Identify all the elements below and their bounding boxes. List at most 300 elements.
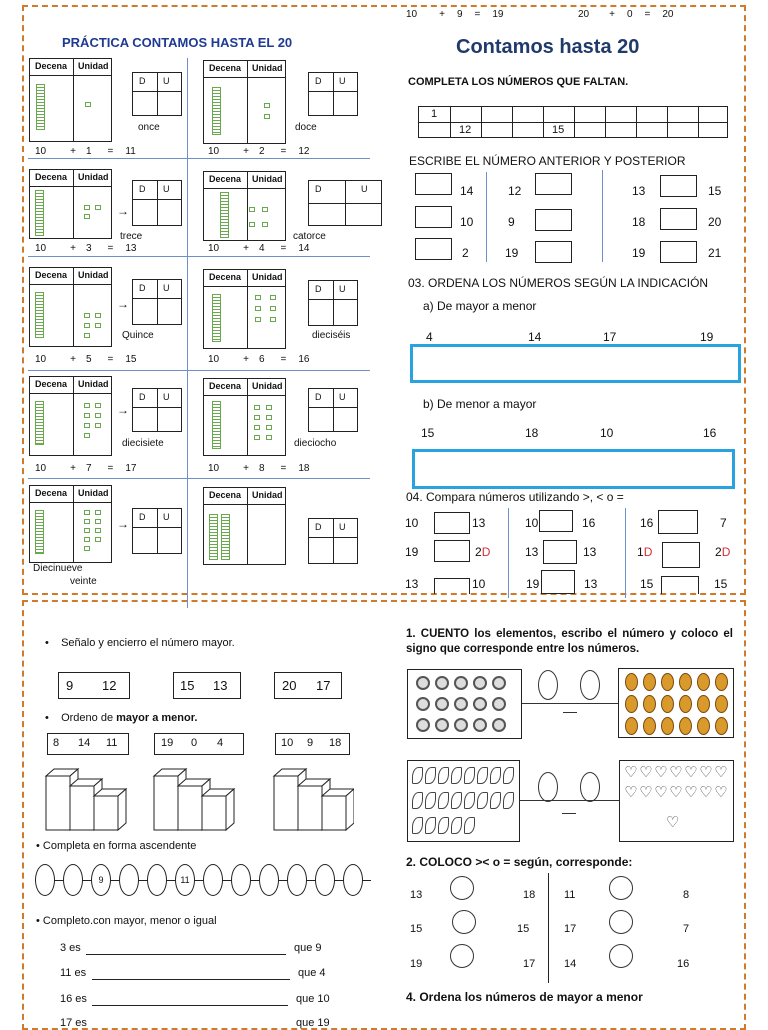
bullet-3: • Completa en forma ascendente [36, 840, 197, 852]
compare-box[interactable] [662, 542, 700, 568]
ap-number: 21 [708, 246, 722, 260]
answer-area-asc[interactable] [412, 449, 735, 489]
heart-icon: ♡ [669, 784, 683, 801]
button-icon [492, 718, 506, 732]
unit-cube [95, 323, 101, 328]
unit-cube [95, 205, 101, 210]
pair-number: 15 [180, 678, 195, 693]
button-icon [416, 676, 430, 690]
leaf-icon [412, 792, 423, 809]
compare-number: 11 [564, 889, 576, 901]
unit-cube [84, 313, 90, 318]
heart-icon: ♡ [654, 784, 668, 801]
bead[interactable] [63, 864, 83, 896]
cmp-number: 15 [640, 577, 654, 591]
compare-box[interactable] [658, 510, 698, 534]
compare-box[interactable] [434, 512, 470, 534]
place-value-table: Decena Unidad [29, 485, 112, 563]
order-number: 18 [525, 426, 539, 440]
unit-cube [84, 528, 90, 533]
leaf-icon [490, 767, 501, 784]
leaves-image-box [407, 760, 520, 842]
heart-icon: ♡ [699, 764, 713, 781]
sum-seventeen: 10 + 7 = 17 [35, 463, 137, 474]
bead[interactable] [259, 864, 279, 896]
ten-rod [35, 190, 44, 236]
unit-cube [266, 425, 272, 430]
leaf-icon [438, 792, 449, 809]
place-value-table: Decena Unidad [203, 60, 286, 144]
order-number: 15 [421, 426, 435, 440]
d-u-box[interactable]: D U [132, 279, 182, 325]
heart-icon: ♡ [714, 784, 728, 801]
cmp-number-2d: 2D [715, 545, 731, 559]
egg-icon [625, 695, 638, 713]
answer-circle[interactable] [609, 944, 633, 968]
compare-number: 8 [683, 889, 690, 901]
answer-circle[interactable] [452, 910, 476, 934]
sum-thirteen: 10 + 3 = 13 [35, 243, 137, 254]
bullet-1: • Señalo y encierro el número mayor. [45, 637, 235, 649]
egg-icon [643, 717, 656, 735]
heart-icon: ♡ [639, 784, 653, 801]
bars-drawing [44, 766, 354, 832]
cmp-number: 10 [472, 577, 486, 591]
sign-blank[interactable] [562, 813, 576, 814]
compare-number: 17 [523, 958, 536, 970]
place-value-table: Decena Unidad [203, 487, 286, 565]
answer-box[interactable] [660, 241, 697, 263]
button-icon [454, 718, 468, 732]
unit-cube [84, 423, 90, 428]
leaf-icon [464, 817, 475, 834]
triple-number: 9 [307, 737, 314, 749]
leaf-icon [425, 767, 436, 784]
leaf-icon [451, 792, 462, 809]
fill-line: 11 es [60, 967, 87, 979]
row-divider [28, 256, 370, 257]
answer-box[interactable] [415, 173, 452, 195]
compare-box[interactable] [543, 540, 577, 564]
bead[interactable] [287, 864, 307, 896]
cmp-number: 13 [472, 516, 486, 530]
unit-cube [264, 114, 270, 119]
triple-number: 14 [78, 737, 91, 749]
place-value-table: Decena Unidad [29, 376, 112, 456]
unit-cube [84, 433, 90, 438]
fill-line-end: que 9 [294, 942, 322, 954]
unit-cube [266, 405, 272, 410]
d-u-box[interactable]: D U [308, 388, 358, 432]
heart-icon: ♡ [666, 814, 680, 831]
answer-line[interactable] [86, 954, 286, 955]
bead[interactable] [203, 864, 223, 896]
column-divider [486, 172, 487, 262]
cmp-number: 13 [405, 577, 419, 591]
order-number: 14 [528, 330, 542, 344]
compare-number: 7 [683, 923, 690, 935]
compare-instruction: 2. COLOCO >< o = según, corresponde: [406, 855, 633, 869]
d-u-box[interactable]: D U [132, 388, 182, 432]
bead[interactable] [119, 864, 139, 896]
unit-cube [95, 423, 101, 428]
ten-rod [212, 87, 221, 135]
top-worksheet-frame [22, 5, 746, 595]
answer-circle[interactable] [609, 910, 633, 934]
number-name: dieciocho [294, 438, 337, 449]
ten-rod [212, 401, 221, 449]
ap-number: 10 [460, 215, 474, 229]
row-divider [28, 158, 370, 159]
unit-cube [254, 425, 260, 430]
answer-circle[interactable] [609, 876, 633, 900]
practice-title: PRÁCTICA CONTAMOS HASTA EL 20 [62, 35, 293, 50]
egg-icon [661, 673, 674, 691]
button-icon [492, 676, 506, 690]
answer-circle[interactable] [538, 772, 558, 802]
answer-box[interactable] [415, 206, 452, 228]
number-name: diecisiete [122, 438, 164, 449]
heart-icon: ♡ [639, 764, 653, 781]
heart-icon: ♡ [699, 784, 713, 801]
bar-group [274, 769, 354, 830]
d-u-box[interactable]: D U [308, 280, 358, 326]
sum-fifteen: 10 + 5 = 15 [35, 354, 137, 365]
egg-icon [697, 673, 710, 691]
d-u-box[interactable]: D U [132, 180, 182, 226]
order-instruction: 4. Ordena los números de mayor a menor [406, 990, 643, 1004]
ten-rod [220, 192, 229, 238]
answer-box[interactable] [660, 175, 697, 197]
unit-cube [266, 435, 272, 440]
leaf-icon [477, 767, 488, 784]
cmp-number: 16 [582, 516, 596, 530]
compare-number: 14 [564, 958, 577, 970]
answer-line[interactable] [92, 979, 290, 980]
unit-cube [249, 207, 255, 212]
order-number: 17 [603, 330, 617, 344]
unit-cube [95, 510, 101, 515]
ap-number: 15 [708, 184, 722, 198]
ap-number: 12 [508, 184, 522, 198]
button-icon [492, 697, 506, 711]
egg-icon [697, 695, 710, 713]
arrow-icon: → [117, 204, 129, 218]
row-divider [28, 478, 370, 479]
pair-number: 9 [66, 678, 74, 693]
sum-twelve: 10 + 2 = 12 [208, 146, 310, 157]
unit-cube [95, 313, 101, 318]
egg-icon [715, 717, 728, 735]
leaf-icon [477, 792, 488, 809]
connector-line [522, 703, 618, 704]
d-u-box[interactable]: D U [308, 72, 358, 116]
bead[interactable] [35, 864, 55, 896]
eggs-image-box [618, 668, 734, 738]
heart-icon: ♡ [624, 764, 638, 781]
answer-box[interactable] [415, 238, 452, 260]
leaf-icon [438, 817, 449, 834]
connector-line [520, 800, 619, 801]
unit-cube [84, 510, 90, 515]
compare-number: 18 [523, 889, 536, 901]
number-name: trece [120, 231, 143, 242]
column-divider [548, 873, 549, 983]
fill-line: 3 es [60, 942, 81, 954]
pair-number: 17 [316, 678, 331, 693]
number-name: dieciséis [312, 330, 351, 341]
ap-number: 19 [505, 246, 519, 260]
unit-cube [95, 537, 101, 542]
place-value-table: Decena Unidad [203, 378, 286, 456]
compare-number: 13 [410, 889, 423, 901]
fill-line: 16 es [60, 993, 87, 1005]
bead[interactable] [231, 864, 251, 896]
answer-box[interactable] [660, 208, 697, 230]
ap-number: 9 [508, 215, 515, 229]
unit-cube [262, 207, 268, 212]
cmp-number: 16 [640, 516, 654, 530]
ten-rod [35, 510, 44, 554]
d-u-box[interactable]: D U [132, 72, 182, 116]
egg-icon [715, 695, 728, 713]
unit-cube [84, 333, 90, 338]
column-divider [187, 58, 188, 608]
answer-area-desc[interactable] [410, 344, 741, 383]
bar-group [154, 769, 234, 830]
place-value-table: Decena Unidad [203, 269, 286, 349]
button-icon [473, 676, 487, 690]
fill-line-end: que 4 [298, 967, 326, 979]
bead[interactable]: 9 [91, 864, 111, 896]
egg-icon [643, 673, 656, 691]
question-2: ESCRIBE EL NÚMERO ANTERIOR Y POSTERIOR [409, 154, 686, 168]
arrow-icon: → [117, 403, 129, 417]
cmp-number: 10 [525, 516, 539, 530]
question-3a: a) De mayor a menor [423, 299, 537, 313]
leaf-icon [425, 792, 436, 809]
fill-line: 17 es [60, 1017, 87, 1029]
bullet-4: • Completo.con mayor, menor o igual [36, 915, 217, 927]
triple-number: 4 [217, 737, 224, 749]
cmp-number: 13 [583, 545, 597, 559]
cmp-number: 19 [405, 545, 419, 559]
egg-icon [679, 695, 692, 713]
bead[interactable] [343, 864, 363, 896]
unit-cube [255, 317, 261, 322]
ten-rod [36, 84, 45, 130]
ten-rod [212, 294, 221, 342]
button-icon [454, 697, 468, 711]
egg-icon [697, 717, 710, 735]
triple-number: 8 [53, 737, 60, 749]
answer-box[interactable] [535, 241, 572, 263]
hearts-image-box [619, 760, 734, 842]
unit-cube [254, 415, 260, 420]
unit-cube [95, 403, 101, 408]
cmp-number: 7 [720, 516, 727, 530]
egg-icon [661, 695, 674, 713]
unit-cube [254, 435, 260, 440]
egg-icon [625, 717, 638, 735]
unit-cube [270, 295, 276, 300]
cmp-number: 19 [526, 577, 540, 591]
leaf-icon [451, 817, 462, 834]
sum-fourteen: 10 + 4 = 14 [208, 243, 310, 254]
sum-eighteen: 10 + 8 = 18 [208, 463, 310, 474]
d-u-box[interactable]: D U [308, 180, 382, 226]
question-4: 04. Compara números utilizando >, < o = [406, 490, 624, 504]
button-icon [435, 697, 449, 711]
button-icon [435, 676, 449, 690]
unit-cube [95, 413, 101, 418]
compare-number: 15 [517, 923, 530, 935]
unit-cube [270, 306, 276, 311]
column-divider [625, 508, 626, 598]
compare-box[interactable] [434, 540, 470, 562]
answer-circle[interactable] [450, 944, 474, 968]
button-icon [473, 697, 487, 711]
answer-box[interactable] [535, 173, 572, 195]
heart-icon: ♡ [654, 764, 668, 781]
cmp-number: 13 [584, 577, 598, 591]
egg-icon [643, 695, 656, 713]
question-3: 03. ORDENA LOS NÚMEROS SEGÚN LA INDICACIÓN [408, 276, 709, 290]
unit-cube [264, 103, 270, 108]
compare-box[interactable] [661, 576, 699, 594]
ten-rod [221, 514, 230, 560]
number-name: doce [295, 122, 317, 133]
count-instruction: 1. CUENTO los elementos, escribo el número y coloco el signo que corresponde entre los números. [406, 628, 733, 655]
answer-circle[interactable] [580, 772, 600, 802]
question-3b: b) De menor a mayor [423, 397, 537, 411]
column-divider [602, 170, 603, 262]
unit-cube [249, 222, 255, 227]
button-icon [435, 718, 449, 732]
answer-line[interactable] [92, 1005, 288, 1006]
answer-circle[interactable] [580, 670, 600, 700]
bead-chain[interactable] [35, 864, 371, 896]
leaf-icon [503, 792, 514, 809]
leaf-icon [490, 792, 501, 809]
unit-cube [84, 403, 90, 408]
fill-line-end: que 19 [296, 1017, 330, 1029]
ap-number: 20 [708, 215, 722, 229]
ap-number: 14 [460, 184, 474, 198]
worksheet-title: Contamos hasta 20 [456, 36, 640, 58]
heart-icon: ♡ [684, 764, 698, 781]
leaf-icon [412, 767, 423, 784]
compare-number: 15 [410, 923, 423, 935]
bar-group [46, 769, 126, 830]
arrow-icon: → [117, 517, 129, 531]
triple-number: 11 [106, 737, 118, 749]
number-name: catorce [293, 231, 326, 242]
place-value-table: Decena Unidad [29, 267, 112, 347]
ap-number: 13 [632, 184, 646, 198]
compare-box[interactable] [541, 570, 575, 594]
triple-number: 19 [161, 737, 174, 749]
heart-icon: ♡ [714, 764, 728, 781]
unit-cube [84, 323, 90, 328]
sum-eleven: 10 + 1 = 11 [35, 146, 136, 157]
answer-box[interactable] [535, 209, 572, 231]
button-icon [473, 718, 487, 732]
cmp-number-2d: 2D [475, 545, 491, 559]
unit-cube [84, 205, 90, 210]
leaf-icon [503, 767, 514, 784]
answer-circle[interactable] [538, 670, 558, 700]
button-icon [416, 697, 430, 711]
sum-sixteen: 10 + 6 = 16 [208, 354, 310, 365]
pair-number: 13 [213, 678, 228, 693]
leaf-icon [438, 767, 449, 784]
button-icon [416, 718, 430, 732]
pair-number: 20 [282, 678, 297, 693]
ten-rod [209, 514, 218, 560]
number-name: once [138, 122, 160, 133]
answer-circle[interactable] [450, 876, 474, 900]
unit-cube [84, 519, 90, 524]
d-u-box[interactable]: D U [308, 518, 358, 564]
compare-box[interactable] [434, 578, 470, 594]
leaf-icon [425, 817, 436, 834]
egg-icon [715, 673, 728, 691]
number-name: veinte [70, 576, 97, 587]
egg-icon [679, 717, 692, 735]
unit-cube [95, 528, 101, 533]
leaf-icon [451, 767, 462, 784]
unit-cube [84, 537, 90, 542]
order-number: 16 [703, 426, 717, 440]
cmp-number: 10 [405, 516, 419, 530]
bead[interactable] [147, 864, 167, 896]
triple-number: 0 [191, 737, 198, 749]
compare-box[interactable] [539, 510, 573, 532]
unit-cube [262, 222, 268, 227]
top-sum-20: 20 + 0 = 20 [578, 9, 674, 20]
unit-cube [95, 519, 101, 524]
bead[interactable]: 11 [175, 864, 195, 896]
button-icon [454, 676, 468, 690]
number-grid[interactable]: 1 12 15 [418, 106, 728, 138]
cmp-number: 13 [525, 545, 539, 559]
order-number: 10 [600, 426, 614, 440]
egg-icon [661, 717, 674, 735]
unit-cube [84, 214, 90, 219]
order-number: 4 [426, 330, 433, 344]
compare-number: 16 [677, 958, 690, 970]
unit-cube [255, 295, 261, 300]
ap-number: 18 [632, 215, 646, 229]
ap-number: 2 [462, 246, 469, 260]
sign-blank[interactable] [563, 712, 577, 713]
number-name: Diecinueve [33, 563, 83, 574]
order-number: 19 [700, 330, 714, 344]
triple-number: 18 [329, 737, 342, 749]
unit-cube [266, 415, 272, 420]
egg-icon [679, 673, 692, 691]
compare-number: 17 [564, 923, 577, 935]
cmp-number-1d: 1D [637, 545, 653, 559]
d-u-box[interactable]: D U [132, 508, 182, 554]
heart-icon: ♡ [669, 764, 683, 781]
fill-line-end: que 10 [296, 993, 330, 1005]
column-divider [508, 508, 509, 598]
place-value-table: Decena Unidad [29, 169, 112, 239]
ten-rod [35, 292, 44, 338]
bead[interactable] [315, 864, 335, 896]
